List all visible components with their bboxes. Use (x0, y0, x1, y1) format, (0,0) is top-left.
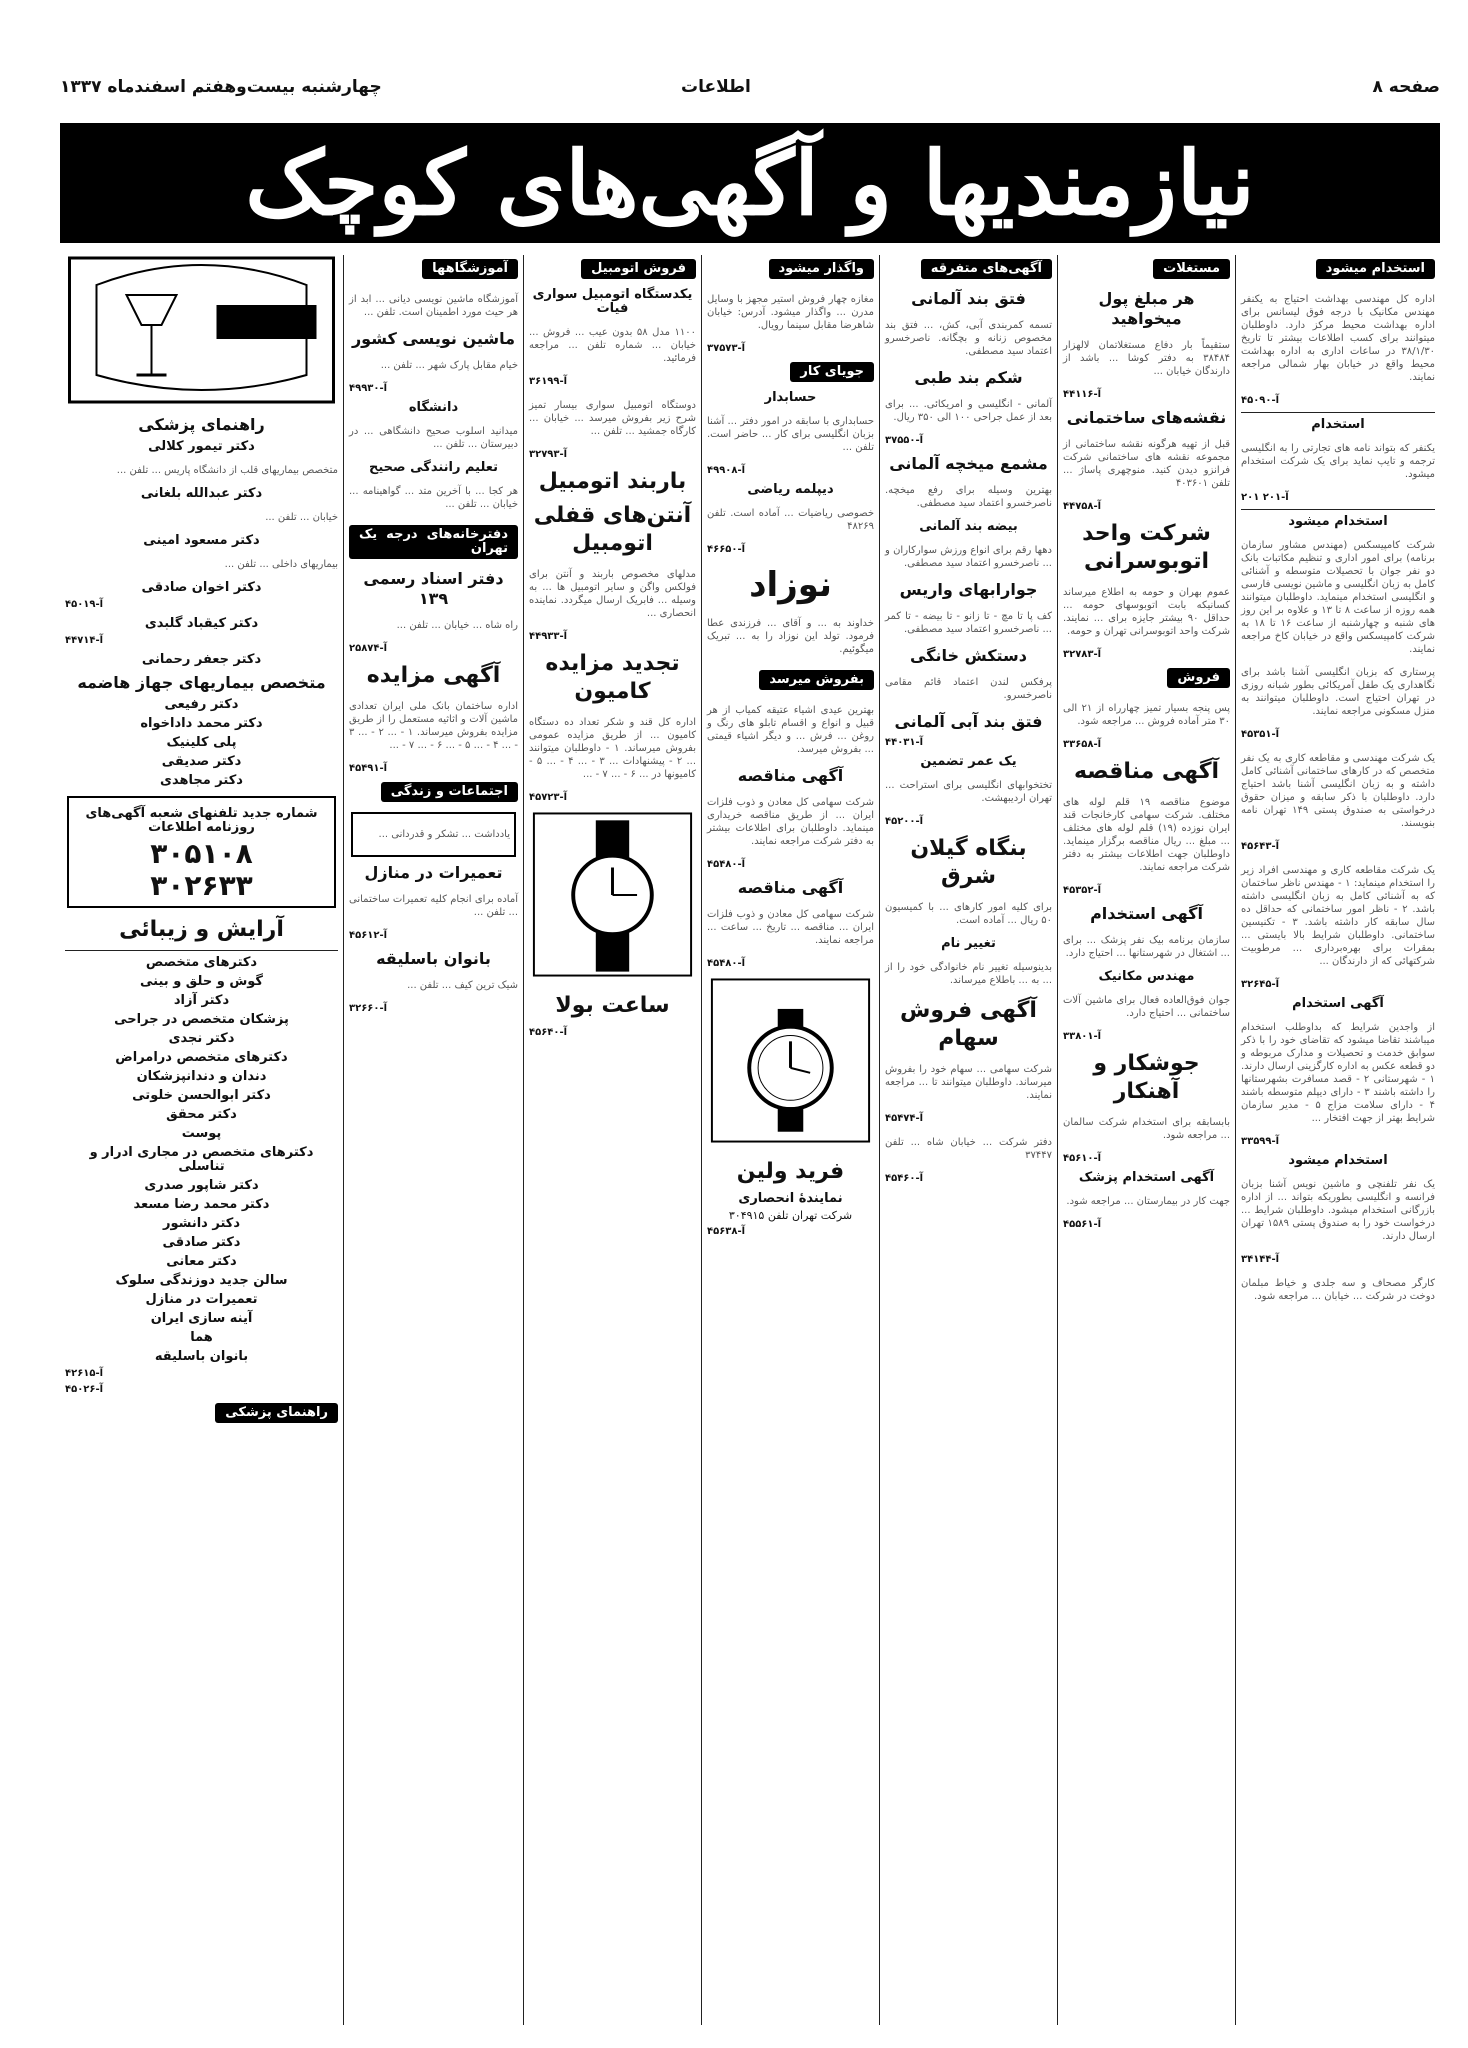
ad-heading: هما (190, 1330, 213, 1345)
ad-text: تختخوابهای انگلیسی برای استراحت ... تهران اردیبهشت. (885, 780, 1052, 804)
ad-text: آماده برای انجام کلیه تعمیرات ساختمانی ... تلفن ... (349, 894, 518, 918)
section-tag-sale: فروش (1167, 668, 1230, 688)
ad-code: آ-۴۲۶۱۵ (65, 1368, 104, 1379)
ad-heading: دکتر تیمور کلالی (148, 439, 255, 454)
ad-code: آ-۲۰۱ ۲۰۱ (1241, 492, 1289, 503)
ad-code: آ-۴۵۶۱۲ (349, 930, 388, 941)
ad-heading: باربند اتومبیل (538, 469, 687, 494)
ad-heading: تعلیم رانندگی صحیح (368, 460, 499, 475)
ad-text: شیک ترین کیف ... تلفن ... (407, 980, 518, 991)
medical-emblem (65, 255, 338, 405)
ad-text: شرکت کامپیسکس (مهندس مشاور سازمان برنامه) برای امور اداری و تنظیم مکاتبات بانک دو نفر جوان با تحصیلات متوسطه و آشنائی کامل به زبان انگلیسی و ماشین نویسی فارسی و انگلیسی استخدام مینماید. داوطلبان میتوانند همه روزه از ساعت ۸ تا ۱۳ و علاوه بر این روز های شنبه و چهارشنبه از ساعت ۱۶ تا ۱۸ به شرکت کامپیسکس واقع در خیابان کاخ مراجعه نمایند. (1241, 540, 1436, 655)
ad-heading: استخدام میشود (1288, 514, 1388, 529)
ad-code: آ-۳۲۷۸۳ (1063, 649, 1102, 660)
column-6 (343, 255, 523, 2025)
section-tag-car-sale: فروش اتومبیل (581, 259, 696, 279)
paper-name: اطلاعات (681, 77, 751, 97)
ad-code: آ-۴۵۲۰۰ (885, 816, 924, 827)
ad-text: جهت کار در بیمارستان ... مراجعه شود. (1066, 1196, 1230, 1207)
ad-heading: آگهی مناقصه (737, 878, 844, 897)
ad-text: دفتر شرکت ... خیابان شاه ... تلفن ۳۷۴۴۷ (885, 1137, 1052, 1161)
ad-code: آ-۴۵۶۳۸ (707, 1226, 746, 1237)
ad-text: هر کجا ... با آخرین متد ... گواهینامه ... خیابان ... تلفن ... (349, 486, 518, 510)
ad-heading: هر مبلغ پول میخواهید (1098, 289, 1195, 328)
ad-code: آ-۴۹۹۳۰ (349, 383, 388, 394)
ad-heading: فتق بند آلمانی (911, 289, 1026, 308)
ad-columns (60, 255, 1440, 2025)
ad-code: آ-۴۴۹۳۳ (529, 631, 568, 642)
ad-heading: شرکت واحد اتوبوسرانی (1082, 521, 1211, 574)
ad-text: خیام مقابل پارک شهر ... تلفن ... (380, 360, 518, 371)
bulova-watch-illustration (529, 807, 696, 982)
ad-code: آ-۲۵۸۷۴ (349, 643, 388, 654)
ad-code: آ-۳۳۸۰۱ (1063, 1031, 1102, 1042)
ad-code: آ-۳۳۶۵۸ (1063, 739, 1102, 750)
ad-text: حسابداری با سابقه در امور دفتر ... آشنا بزبان انگلیسی برای کار ... حاضر است. تلفن ... (707, 416, 874, 453)
column-7 (60, 255, 343, 2025)
ad-code: آ-۴۵۵۶۱ (1063, 1219, 1102, 1230)
ad-text: یادداشت ... تشکر و قدردانی ... (378, 829, 510, 840)
ad-code: آ-۴۵۰۲۶ (65, 1384, 104, 1395)
column-3 (879, 255, 1057, 2025)
ad-text: شرکت سهامی کل معادن و ذوب فلزات ایران ... مناقصه ... تاریخ ... ساعت ... مراجعه نمایند. (707, 909, 874, 946)
ad-heading: آنتن‌های قفلی اتومبیل (533, 503, 692, 556)
ad-code: آ-۴۵۷۲۳ (529, 792, 568, 803)
ad-heading: جوشکار و آهنکار (1093, 1051, 1200, 1104)
section-tag-misc: آگهی‌های متفرقه (921, 259, 1052, 279)
ad-heading: استخدام میشود (1288, 1153, 1388, 1168)
divider (65, 950, 338, 951)
ad-heading: استخدام (1311, 417, 1365, 432)
ad-text: کارگر مصحاف و سه جلدی و خیاط مبلمان دوخت در شرکت ... خیابان ... مراجعه شود. (1241, 1278, 1435, 1302)
section-tag-social: اجتماعات و زندگی (381, 782, 518, 802)
ad-code: آ-۴۴۱۱۶ (1063, 389, 1102, 400)
watch-brand: ساعت بولا (555, 993, 670, 1018)
phone-number: ۳۰۵۱۰۸ (150, 837, 253, 870)
ad-text: میدانید اسلوب صحیح دانشگاهی ... در دبیرستان ... تلفن ... (349, 426, 518, 450)
ad-heading: سالن جدید دوزندگی سلوک (115, 1273, 288, 1288)
ad-text: پرستاری که بزبان انگلیسی آشنا باشد برای نگاهداری یک طفل آمریکائی بطور شبانه روزی در تهران احتیاج است. داوطلبان میتوانند به منزل مسکونی مراجعه نمایند. (1241, 667, 1435, 717)
ad-heading: دکترهای متخصص (145, 955, 258, 970)
ad-text: شرکت سهامی کل معادن و ذوب فلزات ایران ... از طریق مناقصه خریداری مینماید. داوطلبان برای اطلاعات بیشتر به دفتر شرکت مراجعه نمایند. (707, 797, 874, 847)
ad-code: آ-۴۵۰۱۹ (65, 599, 104, 610)
ad-text: پس پنجه بسیار تمیز چهارراه از ۲۱ الی ۳۰ متر آماده فروش ... مراجعه شود. (1063, 703, 1230, 727)
ad-text: خیابان ... تلفن ... (265, 512, 338, 523)
ad-heading: یکدستگاه اتومبیل سواری فیات (532, 287, 693, 316)
ad-text: موضوع مناقصه ۱۹ قلم لوله های مختلف. شرکت سهامی کارخانجات قند ایران نوزده (۱۹) قلم لوله های مختلف ... مبلغ ... ریال مناقصه برگزار مینماید. داوطلبان جهت اطلاعات بیشتر به دفتر شرکت مراجعه نمایند. (1063, 797, 1231, 873)
ad-heading: ماشین نویسی کشور (351, 329, 516, 348)
ad-heading: آگهی استخدام (1090, 904, 1203, 923)
watch-brand: فرید ولین (736, 1159, 845, 1184)
ad-heading: دستکش خانگی (909, 646, 1027, 665)
ad-heading: نقشه‌های ساختمانی (1066, 408, 1227, 427)
ad-code: آ-۴۴۰۳۱ (885, 737, 924, 748)
ad-heading: فتق بند آبی آلمانی (894, 712, 1043, 731)
phone-number: ۳۰۲۶۳۳ (150, 869, 253, 902)
ad-heading: بانوان باسلیقه (376, 949, 491, 968)
ad-text: دهها رقم برای انواع ورزش سوارکاران و ... ناصرخسرو اعتماد سید مصطفی. (885, 545, 1052, 569)
ad-code: آ-۴۵۳۵۲ (1063, 885, 1102, 896)
ad-text: بیماریهای داخلی ... تلفن ... (224, 559, 338, 570)
ad-heading: تجدید مزایده کامیون (545, 651, 680, 704)
watch-ad-illustration (707, 973, 874, 1148)
section-tag-medical: راهنمای پزشکی (215, 1403, 338, 1423)
ad-heading: پزشکان متخصص در جراحی (114, 1012, 289, 1027)
page-header (60, 75, 1440, 105)
section-tag-transfer: واگذار میشود (769, 259, 874, 279)
ad-text: یک نفر تلفنچی و ماشین نویس آشنا بزبان فرانسه و انگلیسی بطوریکه بتواند ... از اداره بازرگانی استخدام میشود. داوطلبان شرایط ... درخواست خود را به صندوق پستی ۱۵۸۹ تهران ارسال دارند. (1241, 1179, 1435, 1242)
ad-heading: یک عمر تضمین (920, 754, 1017, 769)
ad-code: آ-۳۶۱۹۹ (529, 376, 568, 387)
ad-heading: مهندس مکانیک (1098, 969, 1195, 984)
ad-text: کف پا تا مچ - تا زانو - تا بیضه - تا کمر ... ناصرخسرو اعتماد سید مصطفی. (885, 611, 1052, 635)
ad-text: ستقیماً بار دفاع مستغلاتمان لالهزار ۳۸۴۸۴ به دفتر کوشا ... باشد از دارندگان خیابان ... (1063, 340, 1230, 377)
divider (1241, 412, 1435, 413)
ad-text: برای کلیه امور کارهای ... با کمیسیون ۵۰ ریال ... آماده است. (885, 902, 1052, 926)
ad-text: عموم بهران و حومه به اطلاع میرساند کسانیکه بابت اتوبوسهای حومه ... حداقل ۹۰ بیشتر جایزه برای ... نمایند. شرکت واحد اتوبوسرانی تهران و حومه. (1063, 587, 1231, 637)
ad-code: آ-۴۵۴۹۱ (349, 763, 388, 774)
column-2 (1057, 255, 1235, 2025)
ad-text: بدینوسیله تغییر نام خانوادگی خود را از ... به ... باطلاع میرساند. (885, 962, 1052, 986)
ad-code: آ-۳۴۱۴۴ (1241, 1254, 1280, 1265)
ad-text: متخصص بیماریهای قلب از دانشگاه پاریس ... تلفن ... (116, 465, 338, 476)
ad-heading: دکتر شاپور صدری (144, 1178, 259, 1193)
phone-numbers-box (67, 796, 336, 908)
page-number: صفحه ۸ (1372, 77, 1440, 97)
ad-text: اداره کل قند و شکر تعداد ده دستگاه کامیون ... از طریق مزایده عمومی بفروش میرساند. ۱ - داوطلبان میتوانند ... ۲ - پیشنهادات ... ۳ - ... ۴ - ... ۵ - کامیونها در ... ۶ - ... ۷ - ... (529, 717, 696, 780)
ad-code: آ-۴۵۶۴۳ (1241, 841, 1280, 852)
ad-code: آ-۴۴۷۵۸ (1063, 501, 1102, 512)
ad-heading: دندان و دندانپزشکان (136, 1069, 267, 1084)
ad-heading: بیضه بند آلمانی (919, 519, 1018, 534)
ad-heading: دکتر دانشور (162, 1216, 241, 1231)
ad-heading: آگهی مزایده (366, 663, 501, 688)
ad-text: یک شرکت مقاطعه کاری و مهندسی افراد زیر را استخدام مینماید: ۱ - مهندس ناظر ساختمان که به آشنائی کامل به زبان انگلیسی داشته باشد. ۲ - ناظر امور ساختمانی که حداقل ده سال سابقه کار داشته باشد. ۳ - تکنیسین ساختمانی. داوطلبان شرایط بالا بایستی ... بمقرات برای بهره‌برداری ... مرطوبیت شرکتهائی که از دارندگان ... (1241, 865, 1435, 967)
ad-heading: دکتر محمد داداخواه (140, 716, 263, 731)
issue-date: چهارشنبه بیست‌وهفتم اسفندماه ۱۳۳۷ (60, 77, 382, 97)
section-banner: نیازمندیها و آگهی‌های کوچک (60, 123, 1440, 243)
ad-code: آ-۴۹۹۰۸ (707, 465, 746, 476)
ad-heading: دکتر صدیقی (161, 754, 242, 769)
social-box (351, 812, 516, 857)
ad-text: پرفکس لندن اعتماد قائم مقامی ناصرخسرو. (885, 677, 1052, 701)
ad-code: آ-۴۵۰۹۰ (1241, 395, 1280, 406)
ad-heading: جوارابهای واریس (899, 580, 1038, 599)
ad-heading: آینه سازی ایران (150, 1311, 253, 1326)
ad-code: آ-۳۷۵۵۰ (885, 435, 924, 446)
ad-heading: آگهی مناقصه (737, 766, 844, 785)
ad-heading: شکم بند طبی (914, 368, 1023, 387)
ad-text: بهترین وسیله برای رفع میخچه. ناصرخسرو اعتماد سید مصطفی. (885, 485, 1052, 509)
ad-heading: آگهی مناقصه (1073, 759, 1220, 784)
section-tag-jobseeker: جویای کار (790, 362, 874, 382)
ad-text: اداره ساختمان بانک ملی ایران تعدادی ماشین آلات و اثاثیه مستعمل را از طریق مزایده بفروش میرساند. ۱ - ... ۲ - ... ۳ - ... ۴ - ... ۵ - ... ۶ - ... ۷ - ... (349, 701, 519, 751)
ad-heading: آگهی استخدام (1292, 996, 1384, 1011)
ad-text: مغازه چهار فروش استیر مجهز با وسایل مدرن ... واگذار میشود. آدرس: خیابان شاهرضا مقابل سینما رویال. (707, 294, 874, 331)
divider (1241, 509, 1435, 510)
ad-heading: آگهی فروش سهام (900, 998, 1037, 1051)
ad-heading: تعمیرات در منازل (364, 863, 503, 882)
ad-code: آ-۴۵۴۶۰ (885, 1173, 924, 1184)
ad-heading: پلی کلینیک (166, 735, 237, 750)
section-tag-for-sale: بفروش میرسد (759, 670, 874, 690)
newspaper-page (60, 75, 1440, 2025)
ad-heading: دفتر اسناد رسمی ۱۳۹ (363, 569, 504, 608)
ad-text: اداره کل مهندسی بهداشت احتیاج به یکنفر مهندس مکانیک با درجه فوق لیسانس برای اداره بهداشت محیط مرکز دارد. داوطلبان میتوانند برای کسب اطلاعات بیشتر تا تاریخ ۳۸/۱/۳۰ در ساعات اداری به اداره بهداشت محیط واقع در خیابان بهار شمالی مراجعه نمایند. (1241, 294, 1435, 383)
ad-heading: تعمیرات در منازل (145, 1292, 258, 1307)
ad-text: جوان فوق‌العاده فعال برای ماشین آلات ساختمانی ... احتیاج دارد. (1063, 995, 1230, 1019)
watch-representative: نمایندهٔ انحصاری (738, 1191, 843, 1206)
ad-text: ۱۱۰۰ مدل ۵۸ بدون عیب ... فروش ... خیابان ... شماره تلفن ... مراجعه فرمائید. (529, 327, 697, 364)
ad-code: آ-۴۶۶۵۰ (707, 544, 746, 555)
ad-heading: دکتر کیقباد گلبدی (144, 616, 259, 631)
ad-code: آ-۴۵۶۱۰ (1063, 1153, 1102, 1164)
ad-heading: متخصص بیماریهای جهاز هاضمه (77, 673, 326, 692)
ad-heading: دکتر ابوالحسن خلوتی (132, 1088, 271, 1103)
ad-code: آ-۴۵۴۸۰ (707, 958, 746, 969)
ad-heading: دکتر معانی (166, 1254, 237, 1269)
ad-heading: دکتر جعفر رحمانی (141, 652, 262, 667)
column-1 (1235, 255, 1440, 2025)
ad-heading: دیپلمه ریاضی (747, 482, 834, 497)
ad-heading: مشمع میخچه آلمانی (889, 454, 1048, 473)
ad-text: خداوند به ... و آقای ... فرزندی عطا فرمود. تولد این نوزاد را به ... تبریک میگوئیم. (707, 618, 874, 655)
ad-heading: حسابدار (764, 390, 817, 405)
ad-code: آ-۳۳۵۹۹ (1241, 1136, 1280, 1147)
ad-code: آ-۳۷۵۷۳ (707, 343, 746, 354)
ad-code: آ-۴۵۳۵۱ (1241, 729, 1280, 740)
ad-heading: پوست (181, 1126, 222, 1141)
ad-text: دوستگاه اتومبیل سواری بیسار تمیز شرح زیر بفروش میرسد ... خیابان ... کارگاه جمشید ... تلفن ... (529, 400, 696, 437)
ad-text: بهترین عیدی اشیاء عتیقه کمیاب از هر قبیل و انواع و اقسام تابلو های رنگ و روغن ... فرش ... و دیگر اشیاء قیمتی ... بفروش میرسد. (707, 705, 874, 755)
emblem-label: راهنمای پزشکی (138, 415, 265, 434)
phone-box-title: شماره جدید تلفنهای شعبه آگهی‌های روزنامه اطلاعات (85, 806, 318, 835)
ad-heading: دکتر اخوان صادقی (141, 580, 262, 595)
ad-text: راه شاه ... خیابان ... تلفن ... (396, 620, 518, 631)
ad-heading: دکتر رفیعی (164, 697, 239, 712)
ad-text: تسمه کمربندی آبی، کش، ... فتق بند مخصوص زنانه و بچگانه. ناصرخسرو اعتماد سید مصطفی. (885, 320, 1052, 357)
ad-heading: بانوان باسلیقه (154, 1349, 249, 1364)
ad-text: یک شرکت مهندسی و مقاطعه کاری به یک نفر متخصص که در کارهای ساختمانی آشنائی کامل داشته و به زبان انگلیسی آشنا باشد احتیاج دارد. داوطلبان با ذکر سابقه و میزان حقوق درخواستی به صندوق پستی ۱۴۹ تهران نامه بنویسند. (1241, 753, 1436, 829)
ad-heading: نوزاد (749, 565, 832, 605)
ad-heading: دکترهای متخصص در مجاری ادرار و تناسلی (89, 1145, 314, 1174)
ad-heading: دکتر مسعود امینی (143, 533, 260, 548)
ad-heading: دکتر محقق (166, 1107, 237, 1122)
ad-text: یکنفر که بتواند نامه های تجارتی را به انگلیسی ترجمه و تایپ نماید برای یک شرکت استخدام میشود. (1241, 443, 1435, 480)
ad-text: از واجدین شرایط که بداوطلب استخدام میباشند تقاضا میشود که تقاضای خود را با ذکر سوابق خدمت و تحصیلات و مدارک مربوطه و دو قطعه عکس به اداره کارگزینی ارسال دارند. ۱ - شهرستانی ۲ - قصد مسافرت بشهرستانها را داشته باشند ۳ - دارای دیپلم متوسطه باشند ۴ - دارای سلامت مزاج ۵ - مدیر سازمان شرایط بهتر از جهت افتخار ... (1241, 1022, 1435, 1124)
ad-heading: گوش و حلق و بینی (140, 974, 263, 989)
ad-code: آ-۳۲۷۹۳ (529, 449, 568, 460)
ad-heading: بنگاه گیلان شرق (910, 836, 1027, 889)
ad-heading: دکتر آزاد (173, 993, 230, 1008)
section-tag-notary: دفترخانه‌های درجه یک تهران (349, 525, 518, 559)
ad-code: آ-۴۵۴۷۴ (885, 1113, 924, 1124)
ad-code: آ-۳۲۶۴۵ (1241, 979, 1280, 990)
ad-heading: دکتر عبدالله بلغانی (140, 486, 263, 501)
section-tag-real-estate: مستغلات (1153, 259, 1230, 279)
ad-text: قبل از تهیه هرگونه نقشه ساختمانی از مجموعه نقشه های ساختمانی شرکت فرانزو دیدن کنید. منوچهری پاساژ ... تلفن ۴۰۳۶۰۱ (1063, 439, 1230, 489)
ad-heading: آگهی استخدام پزشک (1078, 1170, 1215, 1185)
section-tag-employment: استخدام میشود (1316, 259, 1435, 279)
watch-rep-address: شرکت تهران تلفن ۳۰۴۹۱۵ (728, 1209, 853, 1222)
ad-heading: دانشگاه (408, 400, 459, 415)
ad-text: مدلهای مخصوص باربند و آنتن برای فولکس واگن و سایر اتومبیل ها ... به وسیله ... فابریک ارسال میگردد. نماینده انحصاری ... (529, 569, 696, 619)
ad-text: خصوصی ریاضیات ... آماده است. تلفن ۴۸۲۶۹ (707, 508, 874, 532)
ad-text: شرکت سهامی ... سهام خود را بفروش میرساند. داوطلبان میتوانند تا ... مراجعه نمایند. (885, 1064, 1052, 1101)
ad-heading: آرایش و زیبائی (119, 917, 284, 942)
ad-text: آموزشگاه ماشین نویسی دیانی ... ابد از هر حیث مورد اطمینان است. تلفن ... (349, 294, 518, 318)
ad-heading: دکتر محمد رضا مسعد (133, 1197, 270, 1212)
ad-heading: تغییر نام (941, 936, 996, 951)
ad-text: سازمان برنامه بیک نفر پزشک ... برای ... اشتغال در شهرستانها ... احتیاج دارد. (1063, 935, 1230, 959)
ad-code: آ-۴۵۶۴۰ (529, 1027, 568, 1038)
ad-text: آلمانی - انگلیسی و امریکائی. ... برای بعد از عمل جراحی ۱۰۰ الی ۳۵۰ ریال. (885, 399, 1052, 423)
ad-code: آ-۴۵۴۸۰ (707, 859, 746, 870)
section-tag-schools: آموزشگاهها (422, 259, 518, 279)
column-5 (523, 255, 701, 2025)
ad-text: بابسابقه برای استخدام شرکت سالمان ... مراجعه شود. (1063, 1117, 1230, 1141)
ad-code: آ-۳۲۶۶۰ (349, 1003, 388, 1014)
column-4 (701, 255, 879, 2025)
ad-heading: دکترهای متخصص درامراض (115, 1050, 288, 1065)
ad-code: آ-۴۴۷۱۴ (65, 635, 104, 646)
ad-heading: دکتر صادقی (162, 1235, 241, 1250)
ad-heading: دکتر نجدی (168, 1031, 235, 1046)
ad-heading: دکتر مجاهدی (160, 773, 243, 788)
